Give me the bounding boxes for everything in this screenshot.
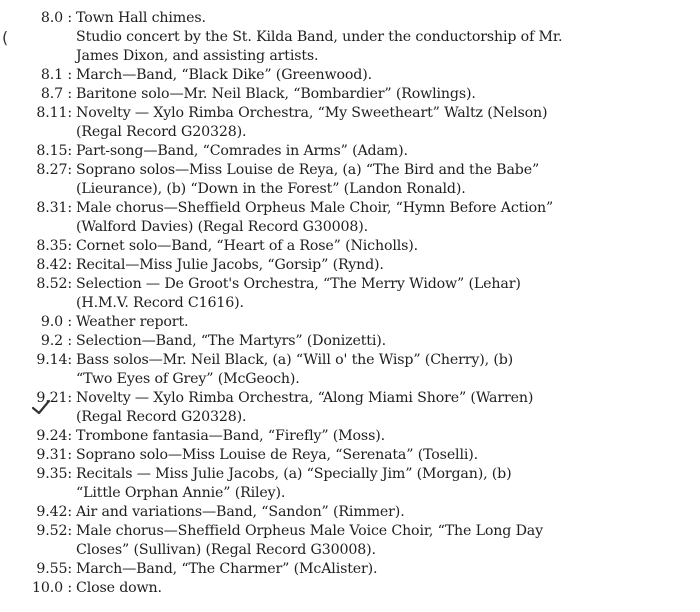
entry-description: Novelty — Xylo Rimba Orchestra, “Along Miami Shore” (Warren) (Regal Record G20328).	[76, 390, 534, 425]
entry-time: 9.0 :	[40, 314, 72, 330]
programme-entry-17	[0, 465, 700, 503]
entry-description: March—Band, “The Charmer” (McAlister).	[76, 561, 378, 577]
entry-time: 9.35:	[36, 466, 72, 482]
entry-description: Recital—Miss Julie Jacobs, “Gorsip” (Rynd).	[76, 257, 384, 273]
entry-description: Selection—Band, “The Martyrs” (Donizetti).	[76, 333, 386, 349]
entry-time: 8.42:	[36, 257, 72, 273]
entry-description: Close down.	[76, 580, 162, 596]
programme-entry-16	[0, 446, 700, 465]
programme-entry-18	[0, 503, 700, 522]
entry-description: Town Hall chimes.	[76, 10, 206, 26]
programme-entry-5	[0, 142, 700, 161]
entry-time: 9.2 :	[40, 333, 72, 349]
programme-entry-13	[0, 351, 700, 389]
entry-time: 9.31:	[36, 447, 72, 463]
entry-time: 8.52:	[36, 276, 72, 292]
entry-time: 8.15:	[36, 143, 72, 159]
programme-entry-3	[0, 85, 700, 104]
programme-entry-12	[0, 332, 700, 351]
entry-description: Studio concert by the St. Kilda Band, under the conductorship of Mr. James Dixon, and assisting artists.	[76, 29, 563, 64]
programme-entry-1	[0, 28, 700, 66]
entry-time: 8.35:	[36, 238, 72, 254]
programme-entry-19	[0, 522, 700, 560]
entry-time: 10.0 :	[32, 580, 72, 596]
programme-entry-4	[0, 104, 700, 142]
entry-description: Recitals — Miss Julie Jacobs, (a) “Specially Jim” (Morgan), (b) “Little Orphan Annie” (Riley).	[76, 466, 512, 501]
programme-entry-9	[0, 256, 700, 275]
programme-entry-20	[0, 560, 700, 579]
entry-time: 9.24:	[36, 428, 72, 444]
entry-time: 8.0 :	[40, 10, 72, 26]
margin-tick-mark	[30, 398, 52, 418]
entry-time: 8.11:	[36, 105, 72, 121]
programme-entry-7	[0, 199, 700, 237]
entry-time: 9.42:	[36, 504, 72, 520]
entry-description: Bass solos—Mr. Neil Black, (a) “Will o' the Wisp” (Cherry), (b) “Two Eyes of Grey” (McGeoch).	[76, 352, 514, 387]
entry-description: March—Band, “Black Dike” (Greenwood).	[76, 67, 372, 83]
programme-entry-8	[0, 237, 700, 256]
programme-entry-10	[0, 275, 700, 313]
entry-time: 9.52:	[36, 523, 72, 539]
entry-description: Cornet solo—Band, “Heart of a Rose” (Nicholls).	[76, 238, 419, 254]
entry-description: Baritone solo—Mr. Neil Black, “Bombardier” (Rowlings).	[76, 86, 476, 102]
entry-description: Soprano solos—Miss Louise de Reya, (a) “The Bird and the Babe” (Lieurance), (b) “Down in the Forest” (Landon Ronald).	[76, 162, 540, 197]
entry-description: Male chorus—Sheffield Orpheus Male Choir, “Hymn Before Action” (Walford Davies) (Regal Record G30008).	[76, 200, 554, 235]
entry-description: Trombone fantasia—Band, “Firefly” (Moss).	[76, 428, 385, 444]
margin-bracket-mark: (	[2, 28, 9, 47]
entry-time: 8.7 :	[40, 86, 72, 102]
entry-description: Air and variations—Band, “Sandon” (Rimmer).	[76, 504, 405, 520]
entry-description: Novelty — Xylo Rimba Orchestra, “My Sweetheart” Waltz (Nelson) (Regal Record G20328).	[76, 105, 548, 140]
programme-listing	[0, 9, 700, 609]
entry-time: 8.27:	[36, 162, 72, 178]
programme-entry-0	[0, 9, 700, 28]
entry-description: Weather report.	[76, 314, 189, 330]
entry-time: 8.31:	[36, 200, 72, 216]
entry-description: Selection — De Groot's Orchestra, “The Merry Widow” (Lehar) (H.M.V. Record C1616).	[76, 276, 521, 311]
programme-entry-21	[0, 579, 700, 598]
programme-entry-2	[0, 66, 700, 85]
entry-description: Male chorus—Sheffield Orpheus Male Voice Choir, “The Long Day Closes” (Sullivan) (Regal Record G30008).	[76, 523, 543, 558]
programme-entry-6	[0, 161, 700, 199]
entry-description: Part-song—Band, “Comrades in Arms” (Adam).	[76, 143, 408, 159]
programme-entry-11	[0, 313, 700, 332]
entry-time: 8.1 :	[40, 67, 72, 83]
entry-description: Soprano solo—Miss Louise de Reya, “Serenata” (Toselli).	[76, 447, 478, 463]
entry-time: 9.21:	[36, 390, 72, 406]
programme-entry-14	[0, 389, 700, 427]
entry-time: 9.14:	[36, 352, 72, 368]
programme-entry-15	[0, 427, 700, 446]
entry-time: 9.55:	[36, 561, 72, 577]
